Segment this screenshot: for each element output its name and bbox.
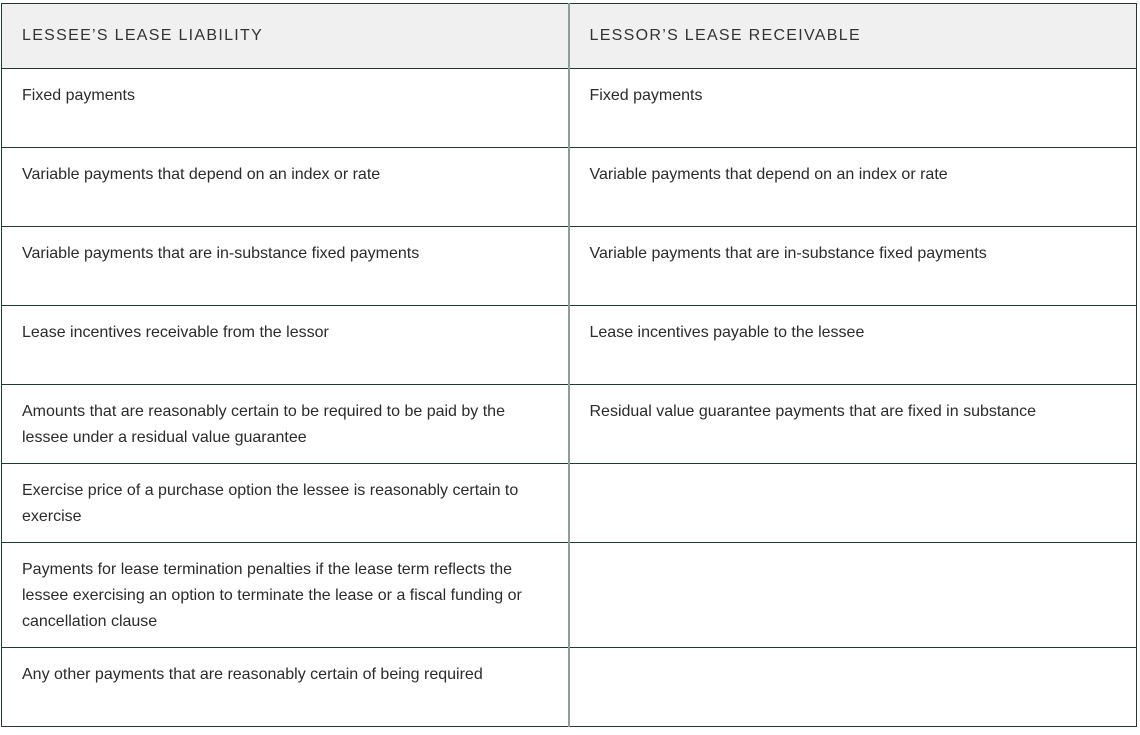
table-row bbox=[2, 306, 1137, 385]
lessor-cell bbox=[569, 464, 1137, 543]
lease-comparison-table bbox=[1, 3, 1137, 727]
lessee-cell: Fixed payments bbox=[2, 69, 569, 148]
lessee-cell: Variable payments that depend on an index or rate bbox=[2, 148, 569, 227]
table-row bbox=[2, 464, 1137, 543]
lessor-cell: Residual value guarantee payments that are fixed in substance bbox=[569, 385, 1137, 464]
table-row bbox=[2, 148, 1137, 227]
table-row bbox=[2, 227, 1137, 306]
table-row bbox=[2, 385, 1137, 464]
lessee-cell: Amounts that are reasonably certain to be required to be paid by the lessee under a residual value guarantee bbox=[2, 385, 569, 464]
header-row bbox=[2, 4, 1137, 69]
lessee-cell: Lease incentives receivable from the lessor bbox=[2, 306, 569, 385]
lessee-cell: Exercise price of a purchase option the lessee is reasonably certain to exercise bbox=[2, 464, 569, 543]
header-lessor-lease-receivable: LESSOR’S LEASE RECEIVABLE bbox=[569, 4, 1137, 69]
lessee-cell: Payments for lease termination penalties if the lease term reflects the lessee exercising an option to terminate the lease or a fiscal funding or cancellation clause bbox=[2, 543, 569, 648]
table-row bbox=[2, 648, 1137, 727]
table-row bbox=[2, 543, 1137, 648]
table-row bbox=[2, 69, 1137, 148]
lessor-cell bbox=[569, 543, 1137, 648]
lessee-cell: Any other payments that are reasonably certain of being required bbox=[2, 648, 569, 727]
lessee-cell: Variable payments that are in-substance fixed payments bbox=[2, 227, 569, 306]
lessor-cell: Variable payments that are in-substance fixed payments bbox=[569, 227, 1137, 306]
lessor-cell: Variable payments that depend on an index or rate bbox=[569, 148, 1137, 227]
lessor-cell: Lease incentives payable to the lessee bbox=[569, 306, 1137, 385]
lessor-cell bbox=[569, 648, 1137, 727]
lessor-cell: Fixed payments bbox=[569, 69, 1137, 148]
header-lessee-lease-liability: LESSEE’S LEASE LIABILITY bbox=[2, 4, 569, 69]
